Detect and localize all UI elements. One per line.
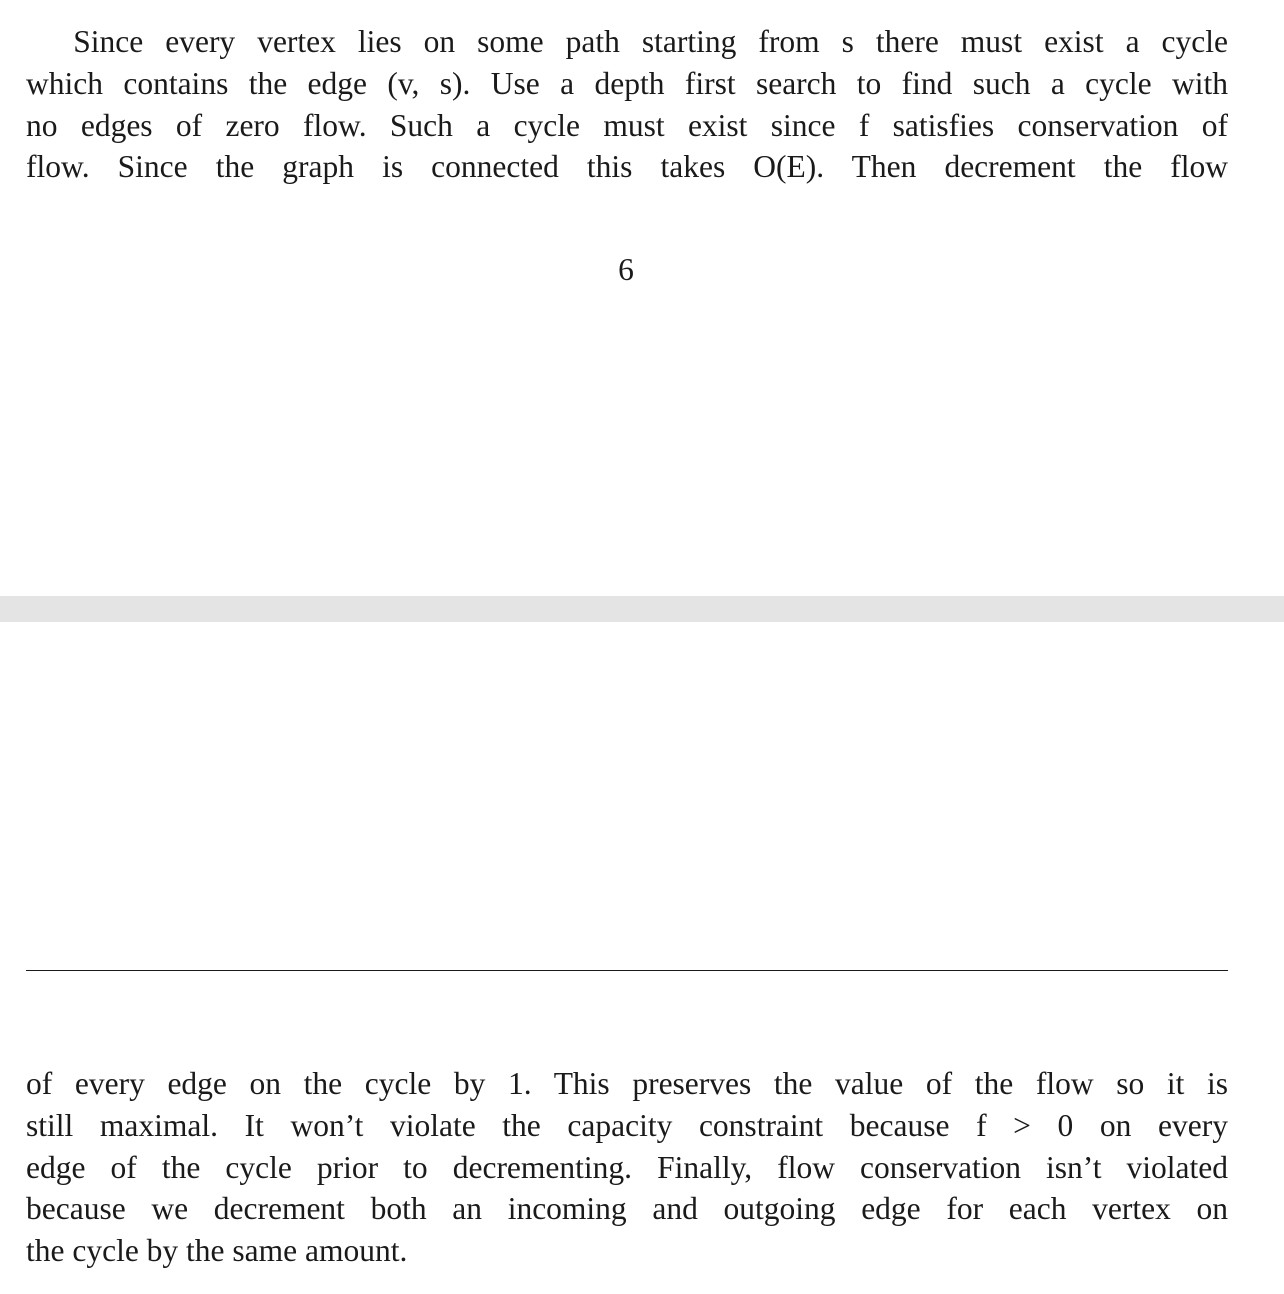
text-line: flow. Since the graph is connected this takes O(E). Then decrement the flow bbox=[26, 149, 1228, 185]
horizontal-rule bbox=[26, 970, 1228, 971]
text-line: of every edge on the cycle by 1. This preserves the value of the flow so it is bbox=[26, 1066, 1228, 1101]
page-number: 6 bbox=[618, 252, 634, 287]
text-line: no edges of zero flow. Such a cycle must exist since f satisfies conservation of bbox=[26, 107, 1228, 143]
text-line: the cycle by the same amount. bbox=[26, 1233, 408, 1269]
page-separator bbox=[0, 596, 1284, 622]
text-line: edge of the cycle prior to decrementing. Finally, flow conservation isn’t violated bbox=[26, 1149, 1228, 1185]
document-page-top bbox=[0, 0, 1284, 596]
document-page-bottom bbox=[0, 622, 1284, 1294]
text-line: because we decrement both an incoming and outgoing edge for each vertex on bbox=[26, 1191, 1228, 1227]
paragraph-decrement-flow bbox=[26, 1063, 1228, 1272]
text-line: Since every vertex lies on some path starting from s there must exist a cycle bbox=[26, 24, 1228, 59]
paragraph-cycle-search bbox=[26, 21, 1228, 188]
text-line: still maximal. It won’t violate the capacity constraint because f > 0 on every bbox=[26, 1107, 1228, 1143]
text-line: which contains the edge (v, s). Use a depth first search to find such a cycle with bbox=[26, 65, 1228, 101]
